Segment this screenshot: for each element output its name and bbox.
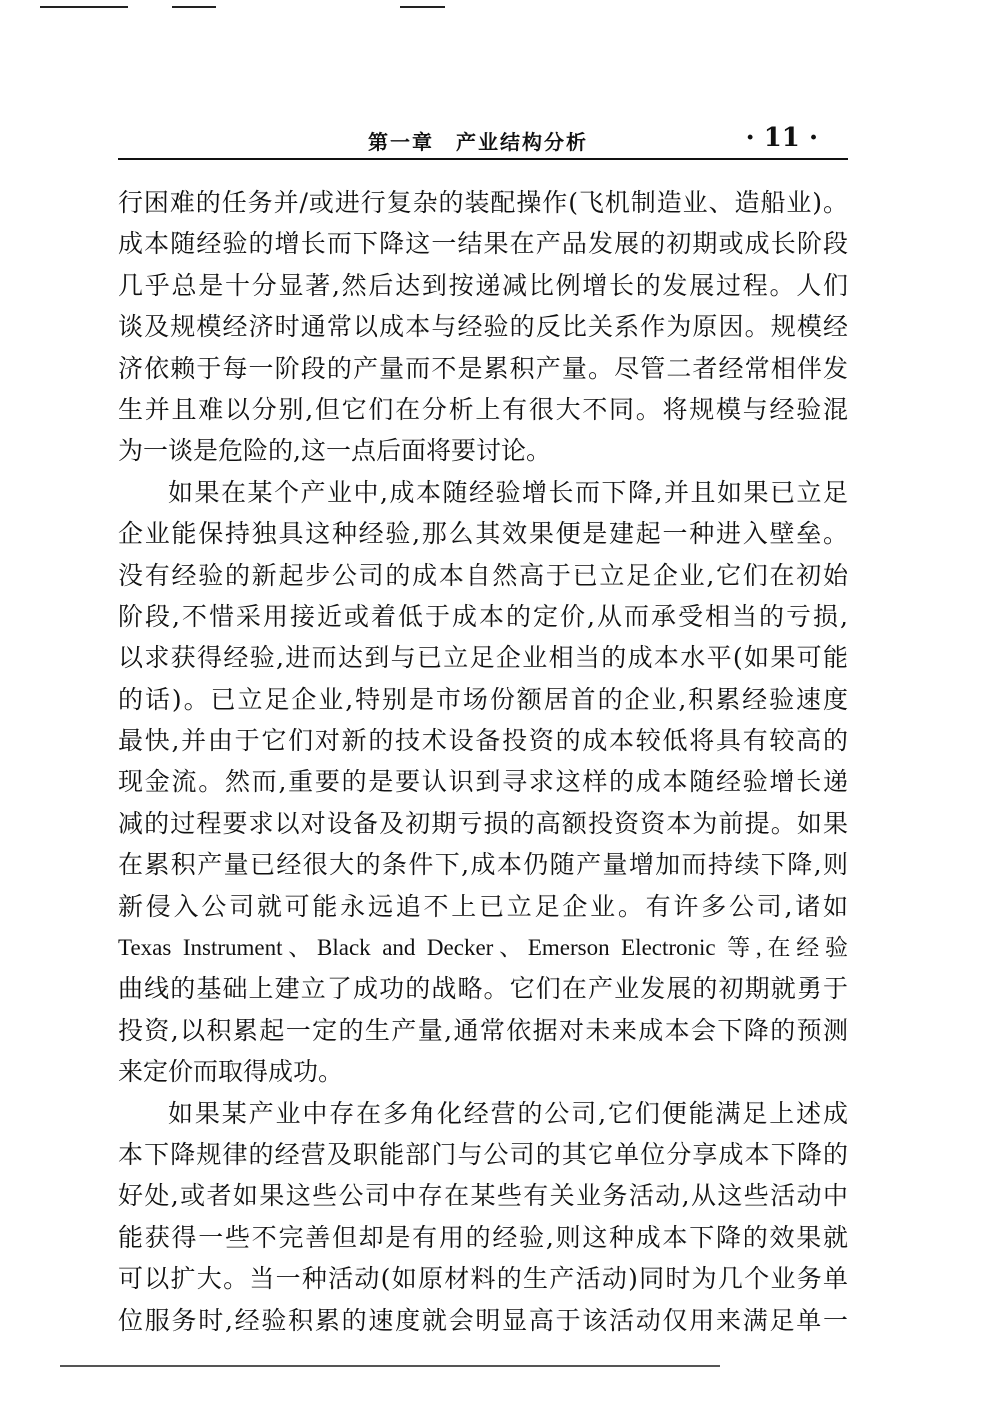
text-line: 企业能保持独具这种经验,那么其效果便是建起一种进入壁垒。 xyxy=(118,519,848,549)
text-line: 行困难的任务并/或进行复杂的装配操作(飞机制造业、造船业)。 xyxy=(118,188,848,217)
text-line: 现金流。然而,重要的是要认识到寻求这样的成本随经验增长递 xyxy=(118,767,848,797)
scan-artifact-top-2 xyxy=(172,6,216,8)
header-rule xyxy=(118,158,848,160)
text-line: 为一谈是危险的,这一点后面将要讨论。 xyxy=(118,436,551,466)
text-line: 成本随经验的增长而下降这一结果在产品发展的初期或成长阶段 xyxy=(118,229,848,259)
text-line: 可以扩大。当一种活动(如原材料的生产活动)同时为几个业务单 xyxy=(118,1264,848,1294)
text-line: 几乎总是十分显著,然后达到按递减比例增长的发展过程。人们 xyxy=(118,270,848,300)
text-line: 谈及规模经济时通常以成本与经验的反比关系作为原因。规模经 xyxy=(118,312,848,342)
text-line: 生并且难以分别,但它们在分析上有很大不同。将规模与经验混 xyxy=(118,394,848,424)
text-line: 减的过程要求以对设备及初期亏损的高额投资资本为前提。如果 xyxy=(118,808,848,838)
chapter-title: 第一章 产业结构分析 xyxy=(368,130,588,154)
text-line: 如果在某个产业中,成本随经验增长而下降,并且如果已立足 xyxy=(168,477,848,507)
text-line: 能获得一些不完善但却是有用的经验,则这种成本下降的效果就 xyxy=(118,1222,848,1252)
text-line: 如果某产业中存在多角化经营的公司,它们便能满足上述成 xyxy=(168,1098,848,1128)
paragraph-3 xyxy=(118,1093,848,1341)
scan-artifact-bottom xyxy=(60,1365,720,1367)
text-line: 没有经验的新起步公司的成本自然高于已立足企业,它们在初始 xyxy=(118,560,848,590)
page-header xyxy=(118,120,848,160)
text-line: 来定价而取得成功。 xyxy=(118,1057,344,1087)
text-line: 好处,或者如果这些公司中存在某些有关业务活动,从这些活动中 xyxy=(118,1181,848,1211)
text-line: 投资,以积累起一定的生产量,通常依据对未来成本会下降的预测 xyxy=(118,1015,848,1045)
text-line: 阶段,不惜采用接近或着低于成本的定价,从而承受相当的亏损, xyxy=(118,601,848,631)
paragraph-2 xyxy=(118,472,848,1093)
text-line: 最快,并由于它们对新的技术设备投资的成本较低将具有较高的 xyxy=(118,726,848,756)
text-line: 以求获得经验,进而达到与已立足企业相当的成本水平(如果可能 xyxy=(118,643,848,673)
text-line: Texas Instrument、Black and Decker、Emerson Electronic 等,在经验 xyxy=(118,935,848,961)
text-line: 位服务时,经验积累的速度就会明显高于该活动仅用来满足单一 xyxy=(118,1305,848,1335)
text-line: 本下降规律的经营及职能部门与公司的其它单位分享成本下降的 xyxy=(118,1139,848,1169)
text-line: 济依赖于每一阶段的产量而不是累积产量。尽管二者经常相伴发 xyxy=(118,353,848,383)
scan-artifact-top-3 xyxy=(400,6,445,8)
text-line: 在累积产量已经很大的条件下,成本仍随产量增加而持续下降,则 xyxy=(118,850,848,880)
text-line: 曲线的基础上建立了成功的战略。它们在产业发展的初期就勇于 xyxy=(118,974,848,1004)
text-line: 的话)。已立足企业,特别是市场份额居首的企业,积累经验速度 xyxy=(118,684,848,714)
page-number: · 11 · xyxy=(745,123,818,153)
text-line: 新侵入公司就可能永远追不上已立足企业。有许多公司,诸如 xyxy=(118,891,848,921)
scan-artifact-top-1 xyxy=(40,6,128,8)
paragraph-1 xyxy=(118,182,848,472)
body-text xyxy=(118,182,848,1341)
